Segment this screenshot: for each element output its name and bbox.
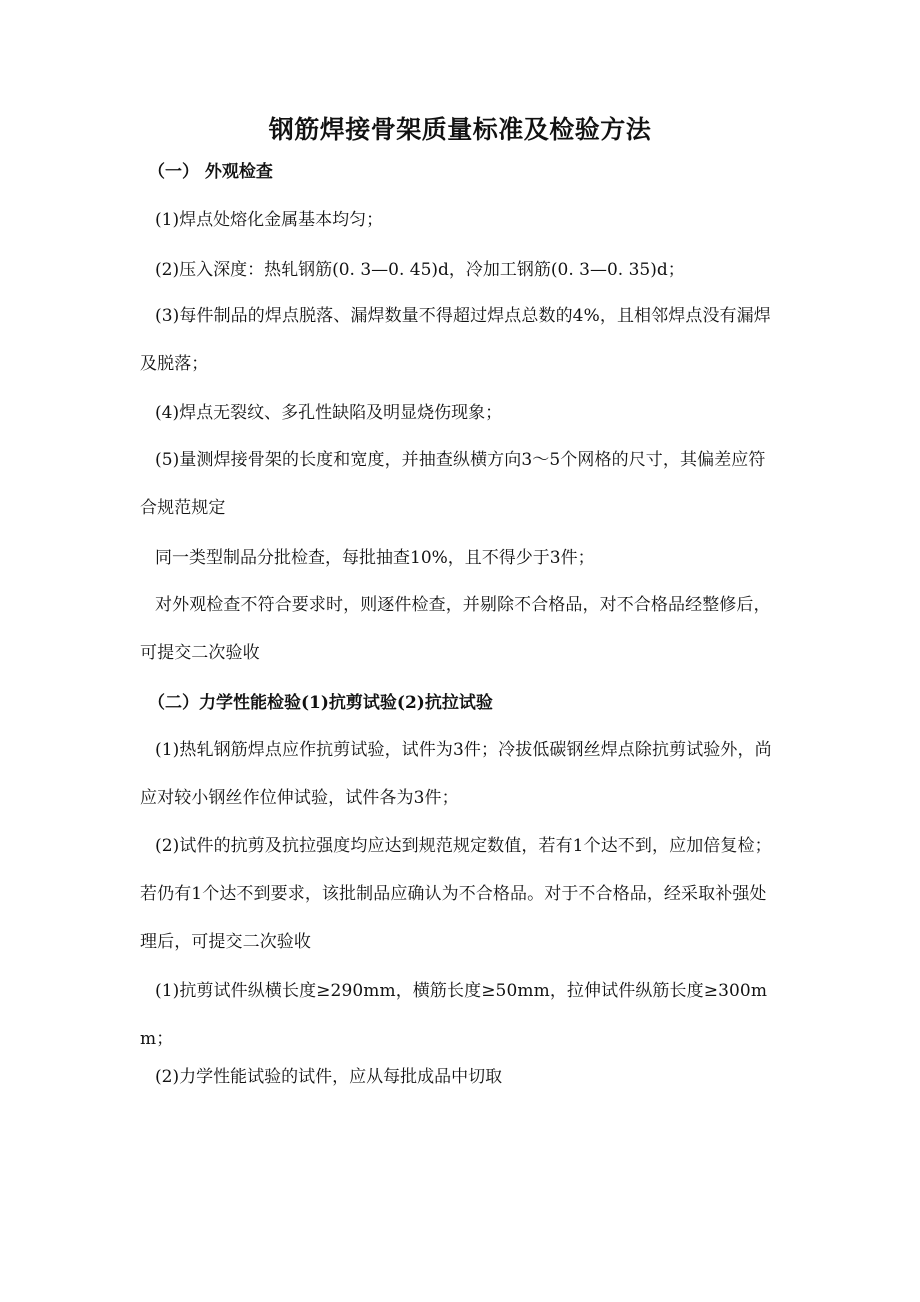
paragraph-item: 对外观检查不符合要求时，则逐件检查，并剔除不合格品，对不合格品经整修后，可提交二次验收	[140, 595, 771, 663]
paragraph-item: (1)抗剪试件纵横长度≥290mm，横筋长度≥50mm，拉伸试件纵筋长度≥300mm；	[140, 981, 768, 1049]
paragraph-item: (1)热轧钢筋焊点应作抗剪试验，试件为3件；冷拔低碳钢丝焊点除抗剪试验外，尚应对较小钢丝作位伸试验，试件各为3件；	[140, 740, 772, 808]
paragraph-item: (5)量测焊接骨架的长度和宽度，并抽查纵横方向3～5个网格的尺寸，其偏差应符合规范规定	[140, 450, 766, 518]
section-heading-mechanical: （二）力学性能检验(1)抗剪试验(2)抗拉试验	[148, 693, 493, 713]
document-title: 钢筋焊接骨架质量标准及检验方法	[268, 115, 652, 144]
paragraph-item: (2)试件的抗剪及抗拉强度均应达到规范规定数值，若有1个达不到，应加倍复检；若仍有1个达不到要求，该批制品应确认为不合格品。对于不合格品，经采取补强处理后，可提交二次验收	[140, 836, 772, 952]
paragraph-item: (4)焊点无裂纹、多孔性缺陷及明显烧伤现象；	[155, 403, 503, 423]
paragraph-item: 同一类型制品分批检查，每批抽查10%，且不得少于3件；	[155, 548, 595, 568]
paragraph-item: (2)压入深度：热轧钢筋(0. 3—0. 45)d，冷加工钢筋(0. 3—0. 35)d；	[155, 260, 685, 280]
paragraph-item: (1)焊点处熔化金属基本均匀；	[155, 210, 384, 230]
paragraph-item: (2)力学性能试验的试件，应从每批成品中切取	[155, 1067, 503, 1087]
paragraph-item: (3)每件制品的焊点脱落、漏焊数量不得超过焊点总数的4%，且相邻焊点没有漏焊及脱落；	[140, 306, 771, 374]
section-heading-appearance: （一） 外观检查	[148, 162, 273, 182]
